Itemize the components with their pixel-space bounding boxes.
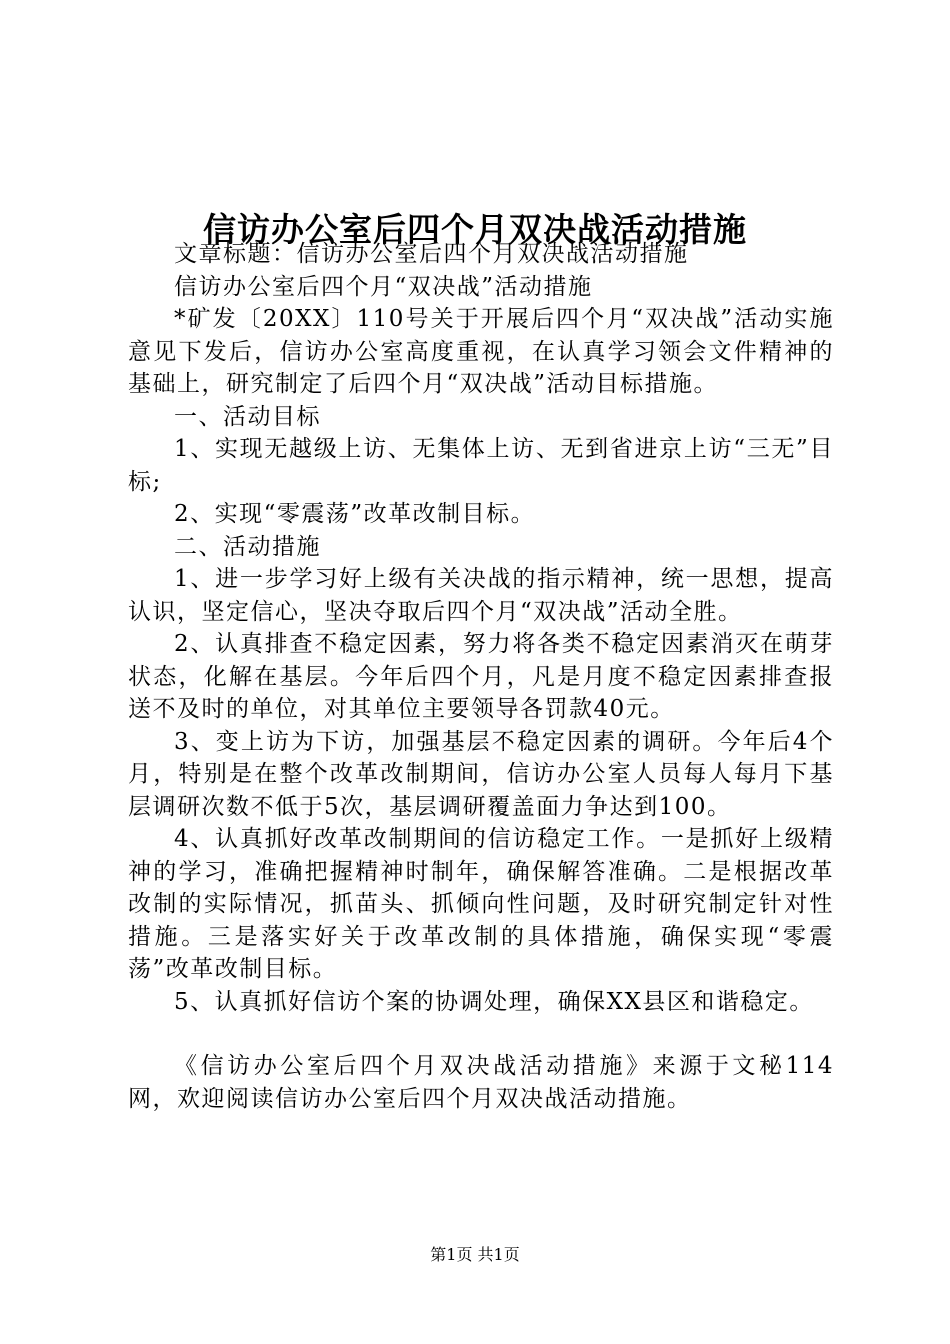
page-footer: 第1页 共1页 — [430, 1245, 520, 1264]
paragraph-measure-3: 3、变上访为下访，加强基层不稳定因素的调研。今年后4个月，特别是在整个改革改制期间，信访办公室人员每人每月下基层调研次数不低于5次，基层调研覆盖面力争达到100。 — [128, 728, 834, 820]
paragraph-source-note: 《信访办公室后四个月双决战活动措施》来源于文秘114网，欢迎阅读信访办公室后四个月双决战活动措施。 — [128, 1053, 834, 1112]
paragraph-goal-1: 1、实现无越级上访、无集体上访、无到省进京上访“三无”目标; — [128, 436, 834, 495]
paragraph-subtitle: 信访办公室后四个月“双决战”活动措施 — [174, 273, 593, 300]
paragraph-measure-4: 4、认真抓好改革改制期间的信访稳定工作。一是抓好上级精神的学习，准确把握精神时制年，确保解答准确。二是根据改革改制的实际情况，抓苗头、抓倾向性问题，及时研究制定针对性措施。三是落实好关于改革改制的具体措施，确保实现“零震荡”改革改制目标。 — [128, 826, 834, 982]
document-body — [128, 238, 834, 1115]
paragraph-goal-2: 2、实现“零震荡”改革改制目标。 — [174, 501, 536, 527]
section-heading-goals: 一、活动目标 — [174, 403, 321, 430]
paragraph-measure-5: 5、认真抓好信访个案的协调处理，确保XX县区和谐稳定。 — [174, 988, 814, 1015]
document-title: 信访办公室后四个月双决战活动措施 — [203, 210, 747, 250]
paragraph-measure-1: 1、进一步学习好上级有关决战的指示精神，统一思想，提高认识，坚定信心，坚决夺取后四个月“双决战”活动全胜。 — [128, 566, 834, 625]
section-heading-measures: 二、活动措施 — [174, 533, 321, 560]
paragraph-intro: *矿发〔20XX〕110号关于开展后四个月“双决战”活动实施意见下发后，信访办公室高度重视，在认真学习领会文件精神的基础上，研究制定了后四个月“双决战”活动目标措施。 — [128, 306, 834, 397]
paragraph-article-title: 文章标题：信访办公室后四个月双决战活动措施 — [174, 241, 689, 267]
paragraph-measure-2: 2、认真排查不稳定因素，努力将各类不稳定因素消灭在萌芽状态，化解在基层。今年后四个月，凡是月度不稳定因素排查报送不及时的单位，对其单位主要领导各罚款40元。 — [128, 631, 834, 722]
